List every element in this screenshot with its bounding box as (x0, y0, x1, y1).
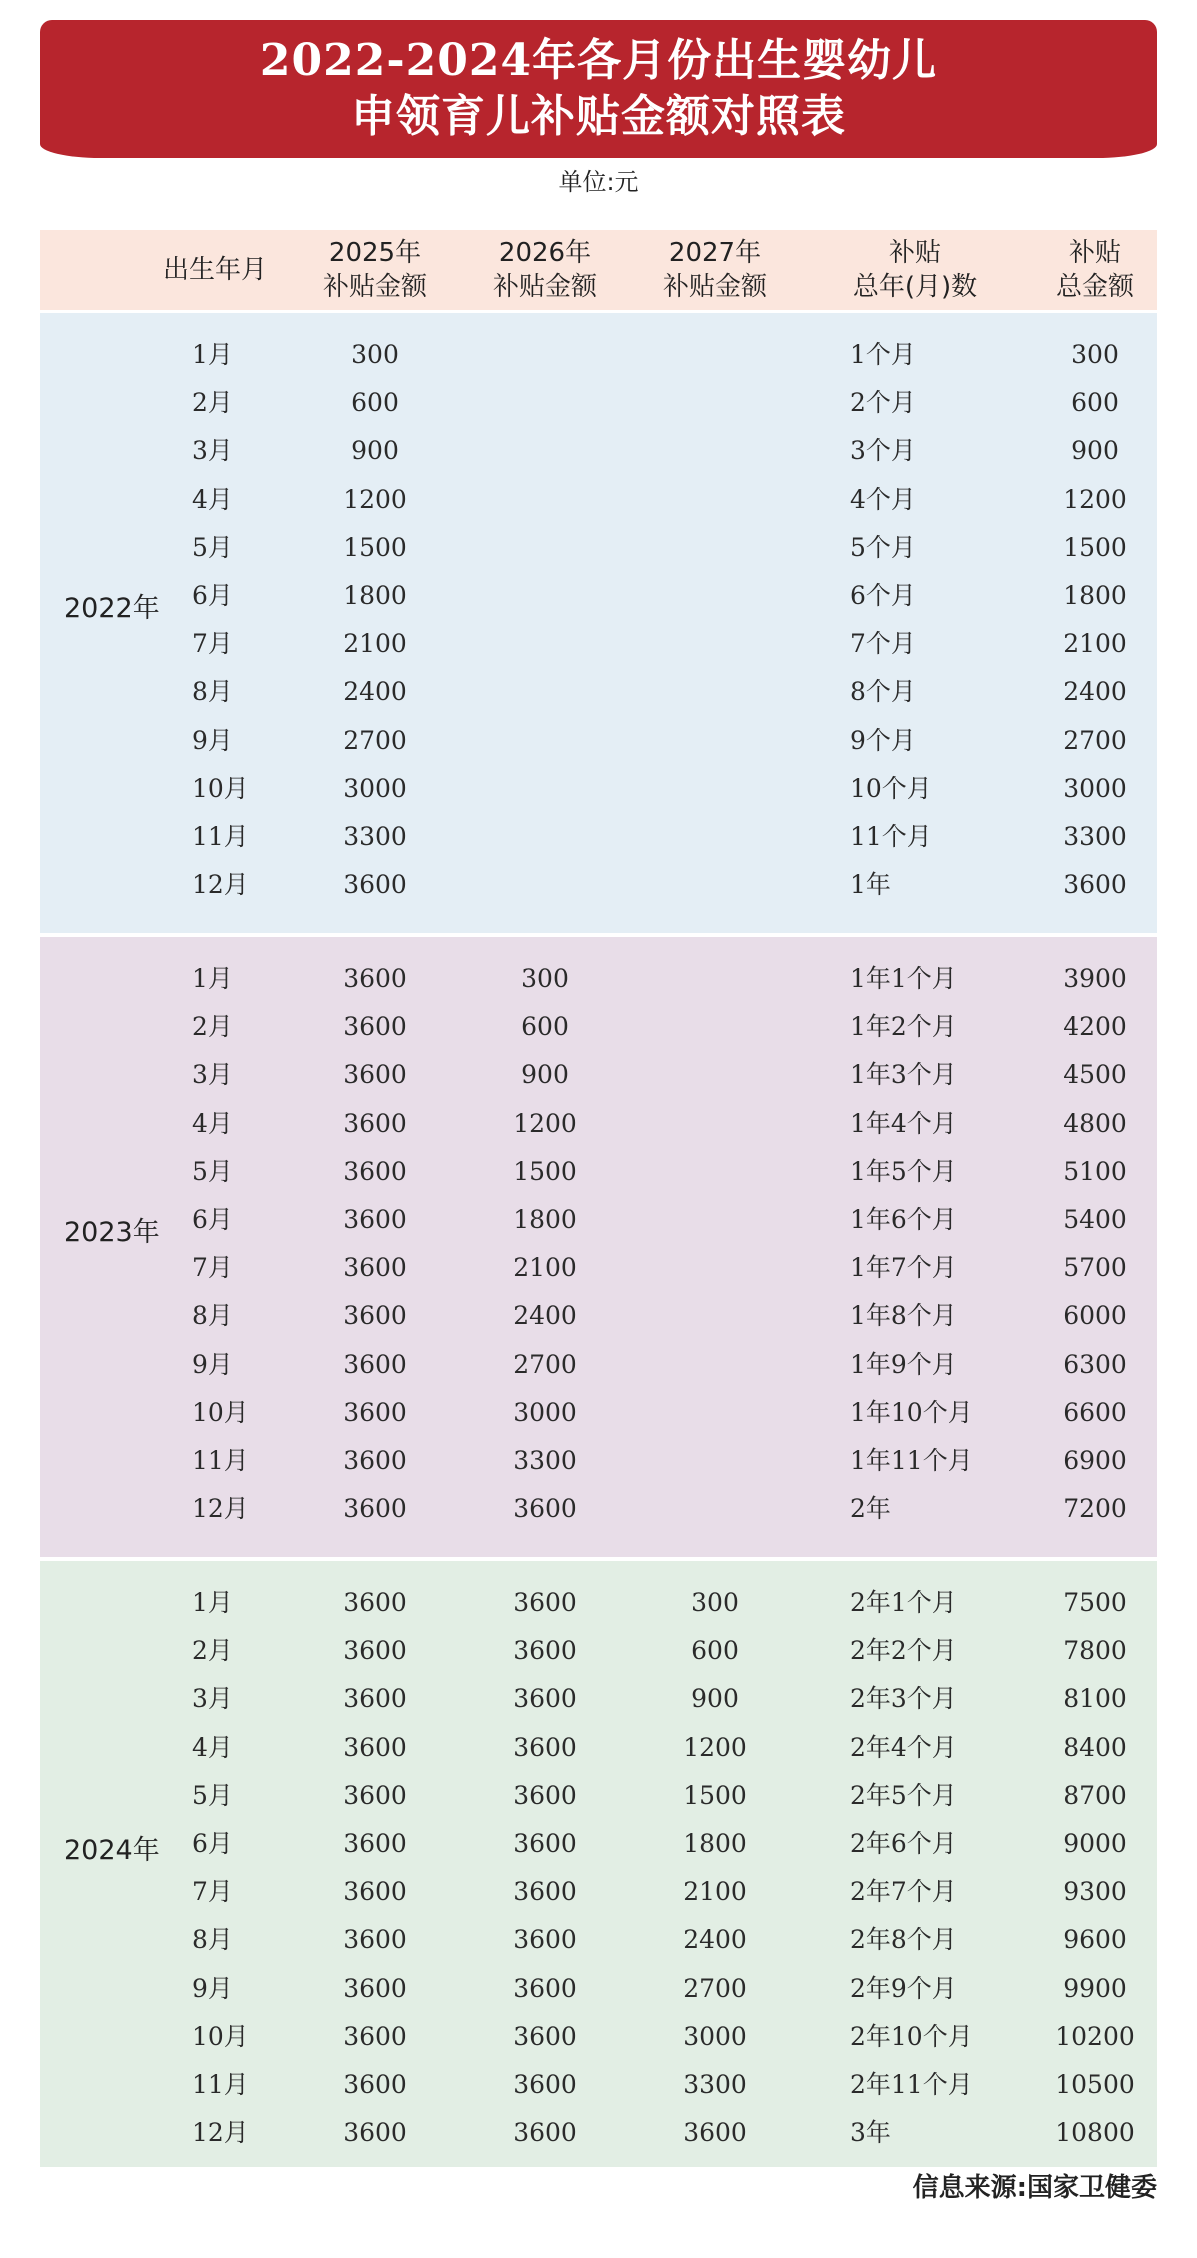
subsidy-2025-cell: 3600 (343, 1973, 407, 2003)
month-cell: 7月 (192, 1877, 233, 1907)
duration-cell: 2年2个月 (850, 1636, 957, 1666)
month-cell: 11月 (192, 1446, 249, 1475)
subsidy-2025-cell: 3600 (343, 1349, 407, 1379)
total-cell: 10800 (1055, 2118, 1135, 2148)
header-duration-line1: 补贴 (888, 238, 941, 268)
month-cell: 11月 (192, 822, 249, 851)
table-row (40, 717, 1157, 765)
subsidy-2026-cell: 3600 (513, 1973, 577, 2003)
subsidy-2027-cell (650, 1003, 780, 1051)
table-row (40, 1485, 1157, 1533)
total-cell: 5700 (1063, 1253, 1127, 1283)
table-row (40, 1965, 1157, 2013)
month-cell: 12月 (192, 2118, 249, 2148)
table-row (40, 1675, 1157, 1723)
subsidy-2027-cell (650, 1389, 780, 1437)
month-cell: 3月 (192, 1684, 233, 1714)
month-cell: 2月 (192, 1012, 233, 1042)
duration-cell: 1年1个月 (850, 964, 957, 993)
subsidy-2027-cell: 1200 (683, 1732, 747, 1762)
duration-cell: 2年10个月 (850, 2021, 973, 2051)
subsidy-2025-cell: 3600 (343, 1877, 407, 1907)
table-row (40, 1772, 1157, 1820)
header-2025 (310, 230, 440, 310)
duration-cell: 1年9个月 (850, 1349, 957, 1379)
total-cell: 10200 (1055, 2021, 1135, 2051)
subsidy-2027-cell: 2100 (683, 1877, 747, 1907)
total-cell: 9000 (1063, 1829, 1127, 1858)
header-2025-year: 2025年 (328, 238, 422, 268)
duration-cell: 2年11个月 (850, 2070, 973, 2099)
total-cell: 4800 (1063, 1108, 1127, 1138)
subsidy-2025-cell: 3600 (343, 1494, 407, 1524)
duration-cell: 8个月 (850, 677, 916, 707)
subsidy-2025-cell: 3600 (343, 1446, 407, 1475)
table-row (40, 813, 1157, 861)
total-cell: 2100 (1063, 629, 1127, 659)
header-2025-label: 补贴金额 (322, 272, 427, 302)
duration-cell: 1年2个月 (850, 1012, 957, 1042)
title-line-2: 申领育儿补贴金额对照表 (351, 91, 846, 142)
subsidy-2025-cell: 3600 (343, 1925, 407, 1955)
header-total-line1: 补贴 (1068, 238, 1121, 268)
subsidy-2026-cell (480, 620, 610, 668)
subsidy-2026-cell: 2700 (513, 1349, 577, 1379)
subsidy-2025-cell: 900 (351, 436, 399, 466)
duration-cell: 5个月 (850, 532, 916, 562)
subsidy-2027-cell (650, 620, 780, 668)
month-cell: 1月 (192, 340, 233, 369)
subsidy-2026-cell: 3600 (513, 2070, 577, 2099)
year-label: 2024年 (64, 1835, 160, 1866)
month-cell: 3月 (192, 1060, 233, 1090)
table-row (40, 1100, 1157, 1148)
month-cell: 5月 (192, 532, 233, 562)
duration-cell: 4个月 (850, 484, 916, 514)
month-cell: 7月 (192, 1253, 233, 1283)
subsidy-2027-cell: 900 (691, 1684, 739, 1714)
header-total (1030, 230, 1160, 310)
subsidy-2026-cell: 3600 (513, 2021, 577, 2051)
subsidy-2026-cell (480, 379, 610, 427)
section-2024 (40, 1561, 1157, 2167)
month-cell: 9月 (192, 1973, 233, 2003)
duration-cell: 1个月 (850, 340, 916, 369)
month-cell: 6月 (192, 1205, 233, 1234)
subsidy-2026-cell: 2400 (513, 1301, 577, 1331)
subsidy-2025-cell: 3600 (343, 1301, 407, 1331)
subsidy-2025-cell: 3600 (343, 2118, 407, 2148)
subsidy-2027-cell (650, 1341, 780, 1389)
duration-cell: 2年9个月 (850, 1973, 957, 2003)
subsidy-2027-cell (650, 765, 780, 813)
subsidy-2027-cell (650, 1485, 780, 1533)
subsidy-2027-cell (650, 1196, 780, 1244)
subsidy-2025-cell: 2100 (343, 629, 407, 659)
subsidy-2025-cell: 3600 (343, 1253, 407, 1283)
unit-label: 单位:元 (558, 168, 639, 196)
subsidy-2026-cell: 3600 (513, 1829, 577, 1858)
subsidy-2025-cell: 3600 (343, 1780, 407, 1810)
subsidy-2027-cell: 600 (691, 1636, 739, 1666)
month-cell: 1月 (192, 964, 233, 993)
table-row (40, 2013, 1157, 2061)
subsidy-2025-cell: 3600 (343, 1205, 407, 1234)
duration-cell: 2年6个月 (850, 1829, 957, 1858)
duration-cell: 3年 (850, 2118, 891, 2148)
duration-cell: 2年3个月 (850, 1684, 957, 1714)
total-cell: 6300 (1063, 1349, 1127, 1379)
table-row (40, 1341, 1157, 1389)
duration-cell: 6个月 (850, 581, 916, 610)
table-row (40, 1244, 1157, 1292)
subsidy-2027-cell (650, 1437, 780, 1485)
subsidy-2025-cell: 3600 (343, 1156, 407, 1186)
subsidy-2026-cell: 1500 (513, 1156, 577, 1186)
duration-cell: 2年 (850, 1494, 891, 1524)
subsidy-2027-cell: 1500 (683, 1780, 747, 1810)
subsidy-2025-cell: 3600 (343, 1829, 407, 1858)
total-cell: 1500 (1063, 532, 1127, 562)
subsidy-2026-cell: 3600 (513, 1877, 577, 1907)
subsidy-2026-cell: 300 (521, 964, 569, 993)
duration-cell: 10个月 (850, 773, 932, 803)
subsidy-2025-cell: 3600 (343, 1397, 407, 1427)
subsidy-2026-cell: 3600 (513, 1684, 577, 1714)
subsidy-2027-cell (650, 1148, 780, 1196)
header-duration-line2: 总年(月)数 (852, 272, 978, 302)
duration-cell: 2年1个月 (850, 1588, 957, 1617)
header-2027-year: 2027年 (668, 238, 762, 268)
table-row (40, 1389, 1157, 1437)
duration-cell: 7个月 (850, 629, 916, 659)
subsidy-2027-cell (650, 1100, 780, 1148)
subsidy-2025-cell: 3600 (343, 964, 407, 993)
month-cell: 1月 (192, 1588, 233, 1617)
table-row (40, 1003, 1157, 1051)
subsidy-2025-cell: 3600 (343, 1012, 407, 1042)
total-cell: 6900 (1063, 1446, 1127, 1475)
title-line-1: 2022-2024年各月份出生婴幼儿 (259, 35, 938, 86)
table-row (40, 1820, 1157, 1868)
total-cell: 6000 (1063, 1301, 1127, 1331)
total-cell: 8700 (1063, 1780, 1127, 1810)
duration-cell: 2个月 (850, 388, 916, 418)
subsidy-2025-cell: 2700 (343, 725, 407, 755)
table-row (40, 379, 1157, 427)
duration-cell: 11个月 (850, 822, 932, 851)
header-birth (140, 230, 290, 310)
subsidy-2026-cell (480, 765, 610, 813)
total-cell: 7500 (1063, 1588, 1127, 1617)
total-cell: 7800 (1063, 1636, 1127, 1666)
total-cell: 900 (1071, 436, 1119, 466)
year-label: 2022年 (64, 593, 160, 624)
subsidy-2027-cell (650, 955, 780, 1003)
table-row (40, 476, 1157, 524)
total-cell: 3300 (1063, 822, 1127, 851)
table-row (40, 1868, 1157, 1916)
total-cell: 3000 (1063, 773, 1127, 803)
total-cell: 300 (1071, 340, 1119, 369)
table-header (40, 230, 1157, 310)
subsidy-2025-cell: 3000 (343, 773, 407, 803)
subsidy-2027-cell (650, 427, 780, 475)
table-row (40, 861, 1157, 909)
subsidy-2027-cell (650, 861, 780, 909)
table-row (40, 1292, 1157, 1340)
subsidy-2027-cell: 2700 (683, 1973, 747, 2003)
subsidy-2026-cell: 3300 (513, 1446, 577, 1475)
subsidy-2026-cell: 900 (521, 1060, 569, 1090)
table-row (40, 1196, 1157, 1244)
subsidy-2027-cell (650, 717, 780, 765)
subsidy-2027-cell: 1800 (683, 1829, 747, 1858)
month-cell: 3月 (192, 436, 233, 466)
subsidy-2027-cell (650, 572, 780, 620)
table-row (40, 331, 1157, 379)
month-cell: 2月 (192, 388, 233, 418)
subsidy-2025-cell: 3300 (343, 822, 407, 851)
duration-cell: 1年5个月 (850, 1156, 957, 1186)
month-cell: 5月 (192, 1156, 233, 1186)
total-cell: 8100 (1063, 1684, 1127, 1714)
total-cell: 3600 (1063, 870, 1127, 900)
table-row (40, 1051, 1157, 1099)
duration-cell: 1年11个月 (850, 1446, 973, 1475)
month-cell: 10月 (192, 1397, 249, 1427)
header-2027-label: 补贴金额 (662, 272, 767, 302)
subsidy-2025-cell: 3600 (343, 1732, 407, 1762)
subsidy-2027-cell: 300 (691, 1588, 739, 1617)
table-row (40, 955, 1157, 1003)
subsidy-2026-cell: 1200 (513, 1108, 577, 1138)
subsidy-2025-cell: 1500 (343, 532, 407, 562)
total-cell: 6600 (1063, 1397, 1127, 1427)
subsidy-2026-cell: 600 (521, 1012, 569, 1042)
table-row (40, 427, 1157, 475)
table-row (40, 2061, 1157, 2109)
duration-cell: 9个月 (850, 725, 916, 755)
table-row (40, 765, 1157, 813)
subsidy-2026-cell (480, 813, 610, 861)
month-cell: 4月 (192, 1108, 233, 1138)
subsidy-2026-cell: 1800 (513, 1205, 577, 1234)
duration-cell: 1年7个月 (850, 1253, 957, 1283)
subsidy-2027-cell: 2400 (683, 1925, 747, 1955)
total-cell: 5100 (1063, 1156, 1127, 1186)
total-cell: 4500 (1063, 1060, 1127, 1090)
month-cell: 4月 (192, 484, 233, 514)
subsidy-2027-cell (650, 1051, 780, 1099)
total-cell: 9300 (1063, 1877, 1127, 1907)
subsidy-2025-cell: 3600 (343, 1684, 407, 1714)
subsidy-2025-cell: 3600 (343, 870, 407, 900)
table-row (40, 620, 1157, 668)
table-row (40, 1579, 1157, 1627)
subsidy-2025-cell: 3600 (343, 2070, 407, 2099)
total-cell: 5400 (1063, 1205, 1127, 1234)
table-row (40, 2109, 1157, 2157)
month-cell: 9月 (192, 1349, 233, 1379)
subsidy-2026-cell: 3600 (513, 1636, 577, 1666)
header-2027 (650, 230, 780, 310)
total-cell: 4200 (1063, 1012, 1127, 1042)
subsidy-2026-cell (480, 572, 610, 620)
header-total-line2: 总金额 (1055, 272, 1134, 302)
subsidy-2026-cell: 3600 (513, 1925, 577, 1955)
duration-cell: 2年7个月 (850, 1877, 957, 1907)
subsidy-2025-cell: 600 (351, 388, 399, 418)
subsidy-2026-cell: 2100 (513, 1253, 577, 1283)
duration-cell: 1年10个月 (850, 1397, 973, 1427)
month-cell: 7月 (192, 629, 233, 659)
subsidy-2026-cell (480, 331, 610, 379)
table-row (40, 1148, 1157, 1196)
subsidy-2027-cell (650, 1244, 780, 1292)
total-cell: 10500 (1055, 2070, 1135, 2099)
total-cell: 9600 (1063, 1925, 1127, 1955)
section-2022 (40, 313, 1157, 933)
duration-cell: 2年8个月 (850, 1925, 957, 1955)
subsidy-2027-cell (650, 668, 780, 716)
table-row (40, 668, 1157, 716)
subsidy-2027-cell (650, 476, 780, 524)
total-cell: 1200 (1063, 484, 1127, 514)
table-row (40, 572, 1157, 620)
subsidy-2026-cell: 3600 (513, 2118, 577, 2148)
total-cell: 3900 (1063, 964, 1127, 993)
duration-cell: 1年4个月 (850, 1108, 957, 1138)
header-birth-label: 出生年月 (162, 255, 267, 285)
subsidy-2025-cell: 3600 (343, 1108, 407, 1138)
table-row (40, 1437, 1157, 1485)
subsidy-2027-cell: 3300 (683, 2070, 747, 2099)
subsidy-2026-cell (480, 427, 610, 475)
header-2026 (480, 230, 610, 310)
subsidy-2027-cell: 3600 (683, 2118, 747, 2148)
header-2026-label: 补贴金额 (492, 272, 597, 302)
total-cell: 9900 (1063, 1973, 1127, 2003)
subsidy-2025-cell: 1200 (343, 484, 407, 514)
duration-cell: 1年3个月 (850, 1060, 957, 1090)
subsidy-2025-cell: 300 (351, 340, 399, 369)
total-cell: 2700 (1063, 725, 1127, 755)
month-cell: 12月 (192, 1494, 249, 1524)
total-cell: 600 (1071, 388, 1119, 418)
month-cell: 5月 (192, 1780, 233, 1810)
subsidy-2025-cell: 1800 (343, 581, 407, 610)
subsidy-2026-cell (480, 476, 610, 524)
total-cell: 1800 (1063, 581, 1127, 610)
duration-cell: 1年6个月 (850, 1205, 957, 1234)
source-note: 信息来源:国家卫健委 (912, 2173, 1157, 2203)
month-cell: 10月 (192, 2021, 249, 2051)
table-row (40, 524, 1157, 572)
month-cell: 11月 (192, 2070, 249, 2099)
total-cell: 8400 (1063, 1732, 1127, 1762)
duration-cell: 2年4个月 (850, 1732, 957, 1762)
subsidy-2025-cell: 2400 (343, 677, 407, 707)
subsidy-2027-cell (650, 813, 780, 861)
header-2026-year: 2026年 (498, 238, 592, 268)
subsidy-2026-cell (480, 524, 610, 572)
subsidy-2026-cell (480, 668, 610, 716)
subsidy-2027-cell: 3000 (683, 2021, 747, 2051)
month-cell: 9月 (192, 725, 233, 755)
table-row (40, 1627, 1157, 1675)
table-row (40, 1724, 1157, 1772)
subsidy-2026-cell: 3600 (513, 1588, 577, 1617)
month-cell: 8月 (192, 1925, 233, 1955)
subsidy-2027-cell (650, 1292, 780, 1340)
duration-cell: 1年8个月 (850, 1301, 957, 1331)
month-cell: 2月 (192, 1636, 233, 1666)
month-cell: 8月 (192, 1301, 233, 1331)
subsidy-2026-cell: 3600 (513, 1732, 577, 1762)
total-cell: 7200 (1063, 1494, 1127, 1524)
subsidy-2027-cell (650, 524, 780, 572)
subsidy-2026-cell (480, 717, 610, 765)
month-cell: 6月 (192, 1829, 233, 1858)
subsidy-2025-cell: 3600 (343, 2021, 407, 2051)
duration-cell: 2年5个月 (850, 1780, 957, 1810)
month-cell: 10月 (192, 773, 249, 803)
subsidy-2026-cell: 3000 (513, 1397, 577, 1427)
year-label: 2023年 (64, 1217, 160, 1248)
subsidy-2025-cell: 3600 (343, 1636, 407, 1666)
subsidy-2025-cell: 3600 (343, 1060, 407, 1090)
subsidy-2026-cell: 3600 (513, 1780, 577, 1810)
month-cell: 4月 (192, 1732, 233, 1762)
subsidy-2027-cell (650, 331, 780, 379)
table-row (40, 1916, 1157, 1964)
month-cell: 6月 (192, 581, 233, 610)
month-cell: 8月 (192, 677, 233, 707)
title-banner (40, 20, 1157, 158)
subsidy-2026-cell (480, 861, 610, 909)
subsidy-2026-cell: 3600 (513, 1494, 577, 1524)
subsidy-2027-cell (650, 379, 780, 427)
header-duration (830, 230, 1000, 310)
month-cell: 12月 (192, 870, 249, 900)
subsidy-2025-cell: 3600 (343, 1588, 407, 1617)
duration-cell: 1年 (850, 870, 891, 900)
section-2023 (40, 937, 1157, 1557)
duration-cell: 3个月 (850, 436, 916, 466)
total-cell: 2400 (1063, 677, 1127, 707)
